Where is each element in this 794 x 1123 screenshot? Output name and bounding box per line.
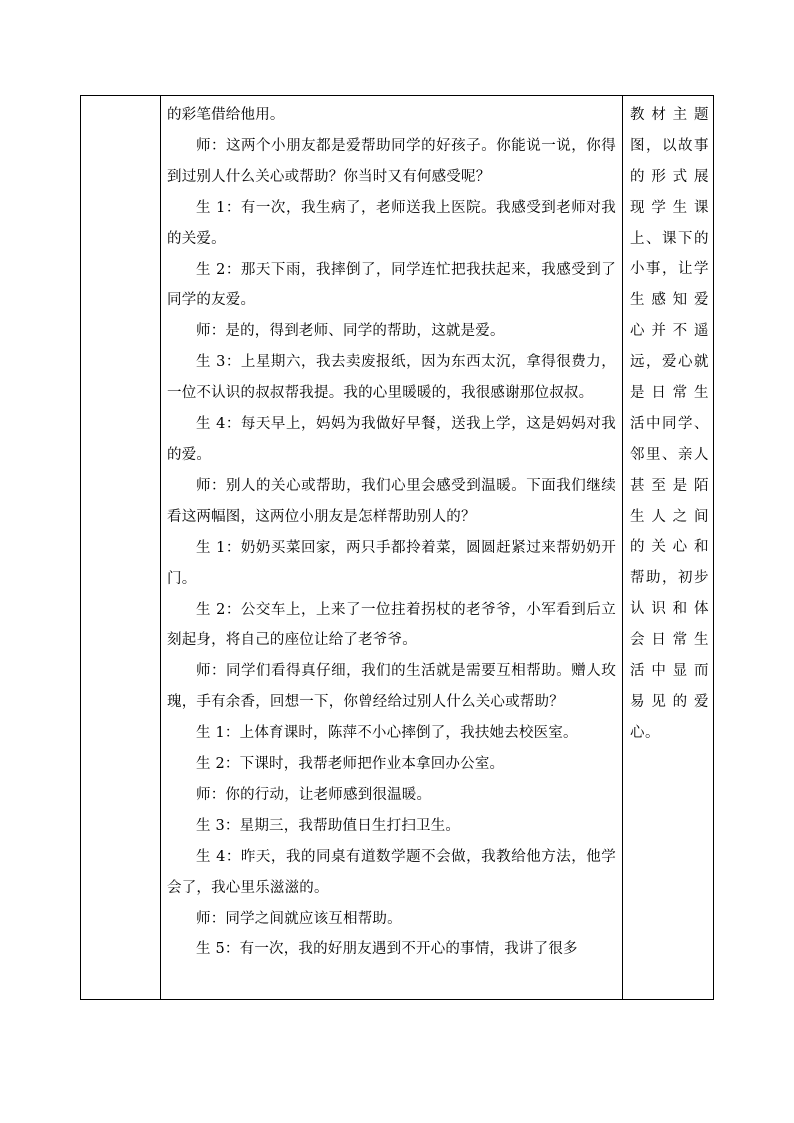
main-paragraph: 生 2：那天下雨，我摔倒了，同学连忙把我扶起来，我感受到了同学的友爱。 (167, 261, 616, 309)
note-line: 小事，让学 (630, 261, 709, 278)
note-line: 活中同学、 (630, 415, 709, 432)
note-line: 活中显而 (630, 663, 709, 680)
note-line: 心。 (630, 724, 660, 741)
note-line: 远，爱心就 (630, 354, 709, 371)
note-line: 帮助，初步 (630, 570, 709, 587)
note-line: 是日常生 (630, 385, 709, 402)
note-line: 甚至是陌 (630, 477, 709, 494)
note-line: 生人之间 (630, 508, 709, 525)
note-line: 邻里、亲人 (630, 446, 709, 463)
note-line: 认识和体 (630, 601, 709, 618)
design-intent-text (630, 100, 709, 749)
main-paragraph: 的彩笔借给他用。 (167, 107, 285, 123)
note-line: 易见的爱 (630, 693, 709, 710)
note-line: 的关心和 (630, 539, 709, 556)
main-paragraph: 生 2：公交车上，上来了一位拄着拐杖的老爷爷，小军看到后立刻起身，将自己的座位让给了老爷爷。 (167, 601, 616, 649)
main-paragraph: 生 4：每天早上，妈妈为我做好早餐，送我上学，这是妈妈对我的爱。 (167, 416, 616, 463)
teaching-process-column (161, 96, 623, 999)
main-paragraph: 师：这两个小朋友都是爱帮助同学的好孩子。你能说一说，你得到过别人什么关心或帮助？你当时又有何感受呢？ (167, 137, 616, 185)
main-paragraph: 生 1：有一次，我生病了，老师送我上医院。我感受到老师对我的关爱。 (167, 199, 616, 247)
note-line: 教材主题 (630, 107, 709, 123)
main-paragraph: 生 2：下课时，我帮老师把作业本拿回办公室。 (196, 756, 505, 773)
main-paragraph: 生 4：昨天，我的同桌有道数学题不会做，我教给他方法，他学会了，我心里乐滋滋的。 (167, 848, 616, 896)
design-intent-column (623, 96, 715, 999)
main-paragraph: 师：是的，得到老师、同学的帮助，这就是爱。 (196, 323, 505, 340)
main-paragraph: 生 5：有一次，我的好朋友遇到不开心的事情，我讲了很多 (196, 941, 578, 958)
main-paragraph: 生 3：上星期六，我去卖废报纸，因为东西太沉，拿得很费力，一位不认识的叔叔帮我提。我的心里暖暖的，我很感谢那位叔叔。 (167, 354, 616, 402)
main-paragraph: 师：同学们看得真仔细，我们的生活就是需要互相帮助。赠人玫瑰，手有余香，回想一下，你曾经给过别人什么关心或帮助？ (167, 663, 616, 711)
note-line: 上、课下的 (630, 230, 709, 247)
lesson-plan-table (80, 95, 714, 1000)
main-paragraph: 师：同学之间就应该互相帮助。 (196, 910, 402, 927)
note-line: 的形式展 (630, 168, 709, 185)
note-line: 心并不遥 (630, 323, 709, 340)
note-line: 图，以故事 (630, 137, 709, 154)
note-line: 会日常生 (630, 632, 709, 649)
note-line: 生感知爱 (630, 292, 709, 309)
main-paragraph: 师：别人的关心或帮助，我们心里会感受到温暖。下面我们继续看这两幅图，这两位小朋友是怎样帮助别人的？ (167, 477, 616, 525)
main-paragraph: 师：你的行动，让老师感到很温暖。 (196, 786, 432, 803)
main-paragraph: 生 1：上体育课时，陈萍不小心摔倒了，我扶她去校医室。 (196, 725, 578, 742)
section-column (81, 96, 161, 999)
note-line: 现学生课 (630, 199, 709, 216)
main-paragraph: 生 1：奶奶买菜回家，两只手都拎着菜，圆圆赶紧过来帮奶奶开门。 (167, 539, 616, 587)
main-paragraph: 生 3：星期三，我帮助值日生打扫卫生。 (196, 817, 461, 834)
